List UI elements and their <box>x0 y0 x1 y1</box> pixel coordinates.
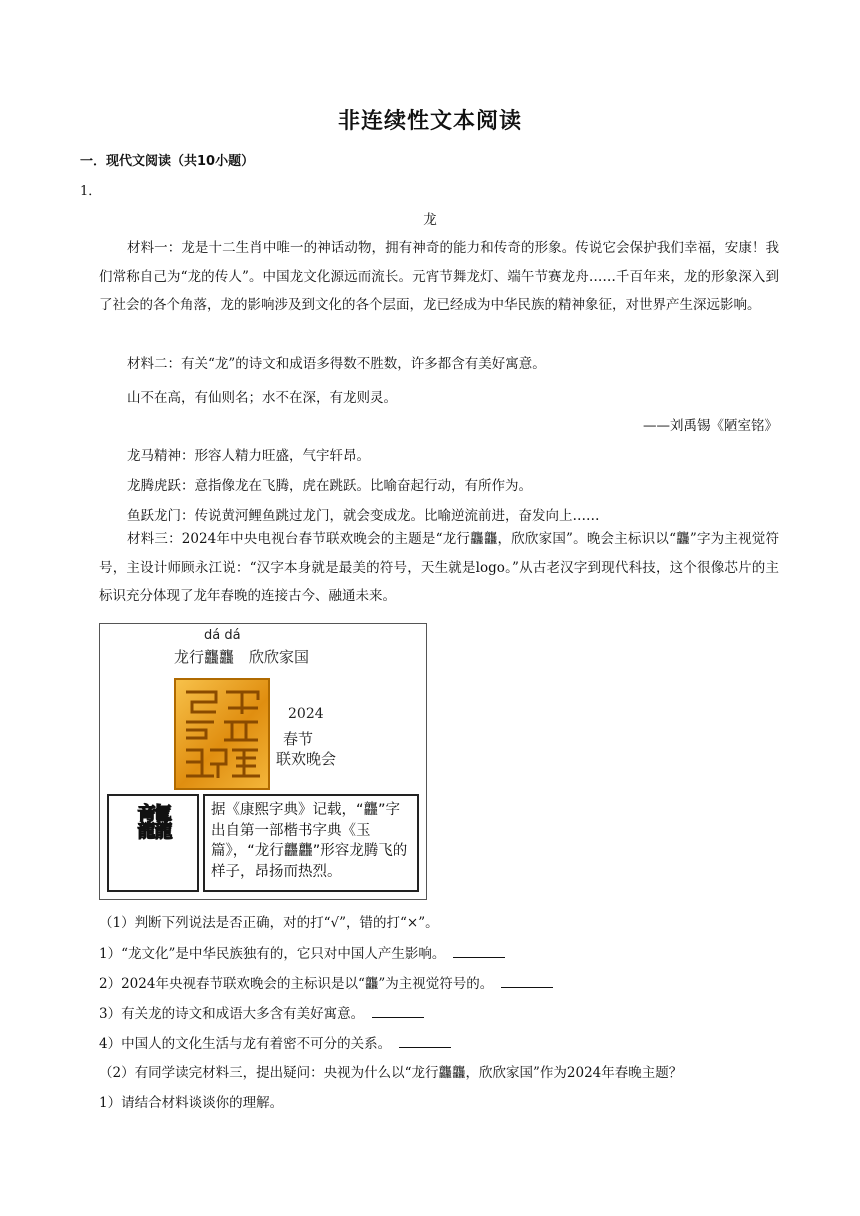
gala-logo-figure <box>99 623 427 900</box>
q1-item-4-text: 4）中国人的文化生活与龙有着密不可分的关系。 <box>99 1036 392 1052</box>
q1-item-4 <box>99 1032 451 1052</box>
figure-theme: 龙行龘龘 欣欣家国 <box>174 648 310 666</box>
passage-title: 龙 <box>423 212 437 228</box>
q2-item-1: 1）请结合材料谈谈你的理解。 <box>99 1095 284 1111</box>
material-2-intro: 材料二：有关“龙”的诗文和成语多得数不胜数，许多都含有美好寓意。 <box>127 356 546 372</box>
poem-source: ——刘禹锡《陋室铭》 <box>643 418 778 434</box>
poem-line: 山不在高，有仙则名；水不在深，有龙则灵。 <box>127 390 397 406</box>
figure-year: 2024 <box>288 706 324 722</box>
answer-blank-3[interactable] <box>372 1016 424 1018</box>
material-3: 材料三：2024年中央电视台春节联欢晚会的主题是“龙行龘龘，欣欣家国”。晚会主标识以“龘”字为主视觉符号，主设计师顾永江说：“汉字本身就是最美的符号，天生就是logo。”从古老汉字到现代科技，这个很像芯片的主标识充分体现了龙年春晚的连接古今、融通未来。 <box>99 531 779 604</box>
q1-item-1 <box>99 942 505 962</box>
q2-intro: （2）有同学读完材料三，提出疑问：央视为什么以“龙行龘龘，欣欣家国”作为2024年春晚主题？ <box>99 1065 683 1081</box>
idiom-longma: 龙马精神：形容人精力旺盛，气宇轩昂。 <box>127 448 370 464</box>
q1-intro: （1）判断下列说法是否正确，对的打“√”，错的打“×”。 <box>99 915 439 931</box>
answer-blank-4[interactable] <box>399 1046 451 1048</box>
page-title: 非连续性文本阅读 <box>337 109 522 134</box>
seal-pattern-icon <box>176 680 268 788</box>
question-number: 1． <box>80 184 102 199</box>
dragon-character: 龘 <box>135 800 170 845</box>
q1-item-2-text: 2）2024年央视春节联欢晚会的主标识是以“龘”为主视觉符号的。 <box>99 976 494 992</box>
answer-blank-1[interactable] <box>453 956 505 958</box>
q1-item-2 <box>99 972 553 992</box>
q1-item-1-text: 1）“龙文化”是中华民族独有的，它只对中国人产生影响。 <box>99 946 446 962</box>
figure-pinyin: dá dá <box>204 628 241 643</box>
material-1: 材料一：龙是十二生肖中唯一的神话动物，拥有神奇的能力和传奇的形象。传说它会保护我们幸福，安康！我们常称自己为“龙的传人”。中国龙文化源远而流长。元宵节舞龙灯、端午节赛龙舟……千百年来，龙的形象深入到了社会的各个角落，龙的影响涉及到文化的各个层面，龙已经成为中华民族的精神象征，对世界产生深远影响。 <box>99 240 779 313</box>
figure-gala-line1: 春节 <box>283 730 314 748</box>
section-heading: 一．现代文阅读（共10小题） <box>80 154 255 169</box>
answer-blank-2[interactable] <box>501 986 553 988</box>
figure-gala-line2: 联欢晚会 <box>276 750 337 768</box>
idiom-longteng: 龙腾虎跃：意指像龙在飞腾，虎在跳跃。比喻奋起行动，有所作为。 <box>127 478 532 494</box>
q1-item-3 <box>99 1002 424 1022</box>
kangxi-note: 据《康熙字典》记载，“龘”字出自第一部楷书字典《玉篇》，“龙行龘龘”形容龙腾飞的样子，昂扬而热烈。 <box>203 794 419 892</box>
idiom-yuyue: 鱼跃龙门：传说黄河鲤鱼跳过龙门，就会变成龙。比喻逆流前进，奋发向上…… <box>127 508 600 524</box>
dragon-character-box <box>107 794 199 892</box>
gala-seal-logo <box>174 678 270 790</box>
q1-item-3-text: 3）有关龙的诗文和成语大多含有美好寓意。 <box>99 1006 365 1022</box>
